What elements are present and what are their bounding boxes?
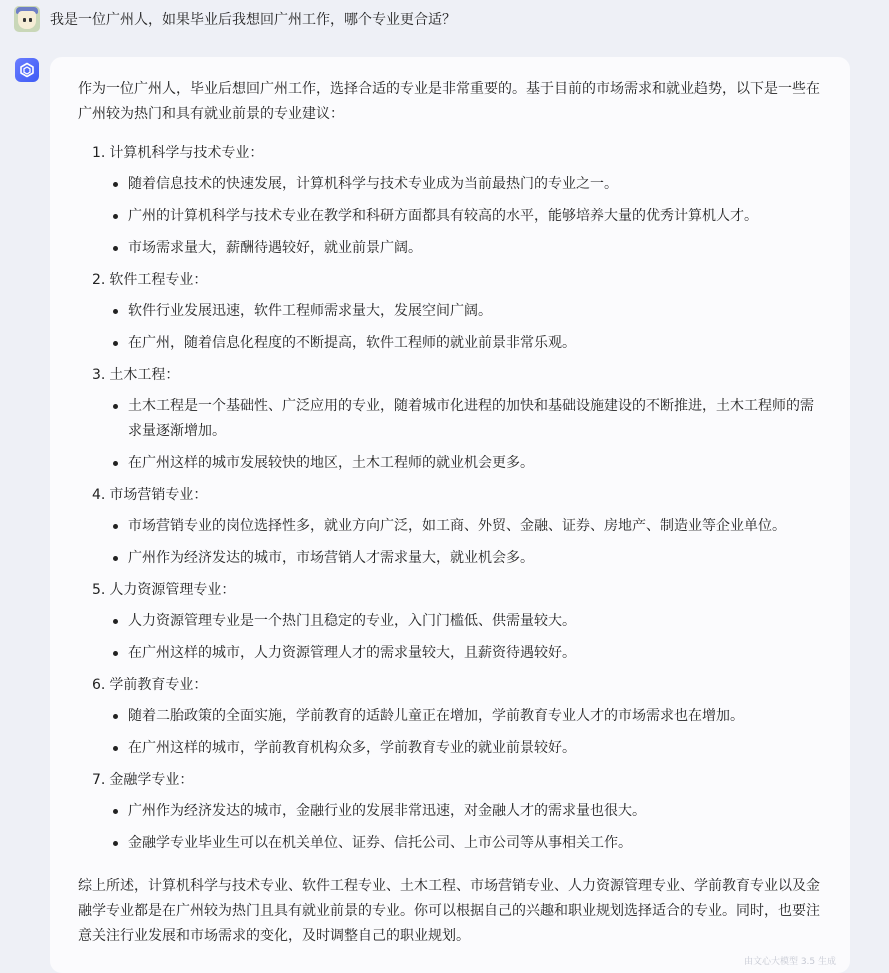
bullet-item: 在广州这样的城市，学前教育机构众多，学前教育专业的就业前景较好。: [78, 736, 822, 761]
avatar-eye: [29, 18, 32, 22]
bullet-item: 市场营销专业的岗位选择性多，就业方向广泛，如工商、外贸、金融、证券、房地产、制造业等企业单位。: [78, 514, 822, 539]
major-title: [78, 483, 822, 508]
major-number: 1.: [92, 145, 106, 161]
bullet-item: 广州作为经济发达的城市，市场营销人才需求量大，就业机会多。: [78, 546, 822, 571]
major-title-text: 金融学专业：: [109, 772, 194, 788]
major-title: [78, 141, 822, 166]
major-section: [78, 268, 822, 356]
bullet-list: [78, 514, 822, 571]
major-title-text: 市场营销专业：: [109, 487, 208, 503]
bullet-item: 土木工程是一个基础性、广泛应用的专业，随着城市化进程的加快和基础设施建设的不断推进，土木工程师的需求量逐渐增加。: [78, 394, 822, 444]
intro-paragraph: 作为一位广州人，毕业后想回广州工作，选择合适的专业是非常重要的。基于目前的市场需求和就业趋势，以下是一些在广州较为热门和具有就业前景的专业建议：: [78, 81, 820, 122]
bullet-list: [78, 799, 822, 856]
bullet-item: 金融学专业毕业生可以在机关单位、证券、信托公司、上市公司等从事相关工作。: [78, 831, 822, 856]
bullet-item: 在广州，随着信息化程度的不断提高，软件工程师的就业前景非常乐观。: [78, 331, 822, 356]
bullet-list: [78, 299, 822, 356]
bullet-item: 广州的计算机科学与技术专业在教学和科研方面都具有较高的水平，能够培养大量的优秀计算机人才。: [78, 204, 822, 229]
major-number: 6.: [92, 677, 106, 693]
bullet-item: 随着二胎政策的全面实施，学前教育的适龄儿童正在增加，学前教育专业人才的市场需求也在增加。: [78, 704, 822, 729]
avatar-eye: [23, 18, 26, 22]
major-title-text: 软件工程专业：: [109, 272, 208, 288]
major-title: [78, 363, 822, 388]
major-title: [78, 768, 822, 793]
bullet-item: 人力资源管理专业是一个热门且稳定的专业，入门门槛低、供需量较大。: [78, 609, 822, 634]
bullet-item: 市场需求量大，薪酬待遇较好，就业前景广阔。: [78, 236, 822, 261]
major-title-text: 土木工程：: [109, 367, 180, 383]
bullet-list: [78, 394, 822, 476]
bullet-list: [78, 704, 822, 761]
major-number: 3.: [92, 367, 106, 383]
bullet-item: 随着信息技术的快速发展，计算机科学与技术专业成为当前最热门的专业之一。: [78, 172, 822, 197]
bullet-list: [78, 609, 822, 666]
major-number: 2.: [92, 272, 106, 288]
major-number: 7.: [92, 772, 106, 788]
bullet-list: [78, 172, 822, 261]
major-title: [78, 673, 822, 698]
major-title-text: 学前教育专业：: [109, 677, 208, 693]
assistant-response-card: [50, 57, 850, 973]
avatar-face: [18, 11, 36, 29]
bullet-item: 在广州这样的城市发展较快的地区，土木工程师的就业机会更多。: [78, 451, 822, 476]
major-number: 4.: [92, 487, 106, 503]
user-avatar[interactable]: [14, 6, 40, 32]
summary-paragraph: 综上所述，计算机科学与技术专业、软件工程专业、土木工程、市场营销专业、人力资源管理专业、学前教育专业以及金融学专业都是在广州较为热门且具有就业前景的专业。你可以根据自己的兴趣和职业规划选择适合的专业。同时，也要注意关注行业发展和市场需求的变化，及时调整自己的职业规划。: [78, 878, 820, 944]
generated-by-watermark: 由文心大模型 3.5 生成: [743, 957, 836, 967]
user-message: [14, 5, 456, 33]
major-section: [78, 141, 822, 261]
bullet-item: 软件行业发展迅速，软件工程师需求量大，发展空间广阔。: [78, 299, 822, 324]
bullet-item: 广州作为经济发达的城市，金融行业的发展非常迅速，对金融人才的需求量也很大。: [78, 799, 822, 824]
major-title-text: 计算机科学与技术专业：: [109, 145, 264, 161]
major-section: [78, 768, 822, 856]
major-section: [78, 673, 822, 761]
major-section: [78, 363, 822, 476]
major-section: [78, 483, 822, 571]
major-title: [78, 578, 822, 603]
user-question: 我是一位广州人，如果毕业后我想回广州工作，哪个专业更合适？: [50, 12, 456, 28]
cube-logo-icon: [15, 58, 39, 82]
bullet-item: 在广州这样的城市，人力资源管理人才的需求量较大，且薪资待遇较好。: [78, 641, 822, 666]
major-number: 5.: [92, 582, 106, 598]
major-list: [78, 141, 822, 856]
major-title: [78, 268, 822, 293]
major-title-text: 人力资源管理专业：: [109, 582, 236, 598]
response-content: [78, 77, 822, 963]
major-section: [78, 578, 822, 666]
